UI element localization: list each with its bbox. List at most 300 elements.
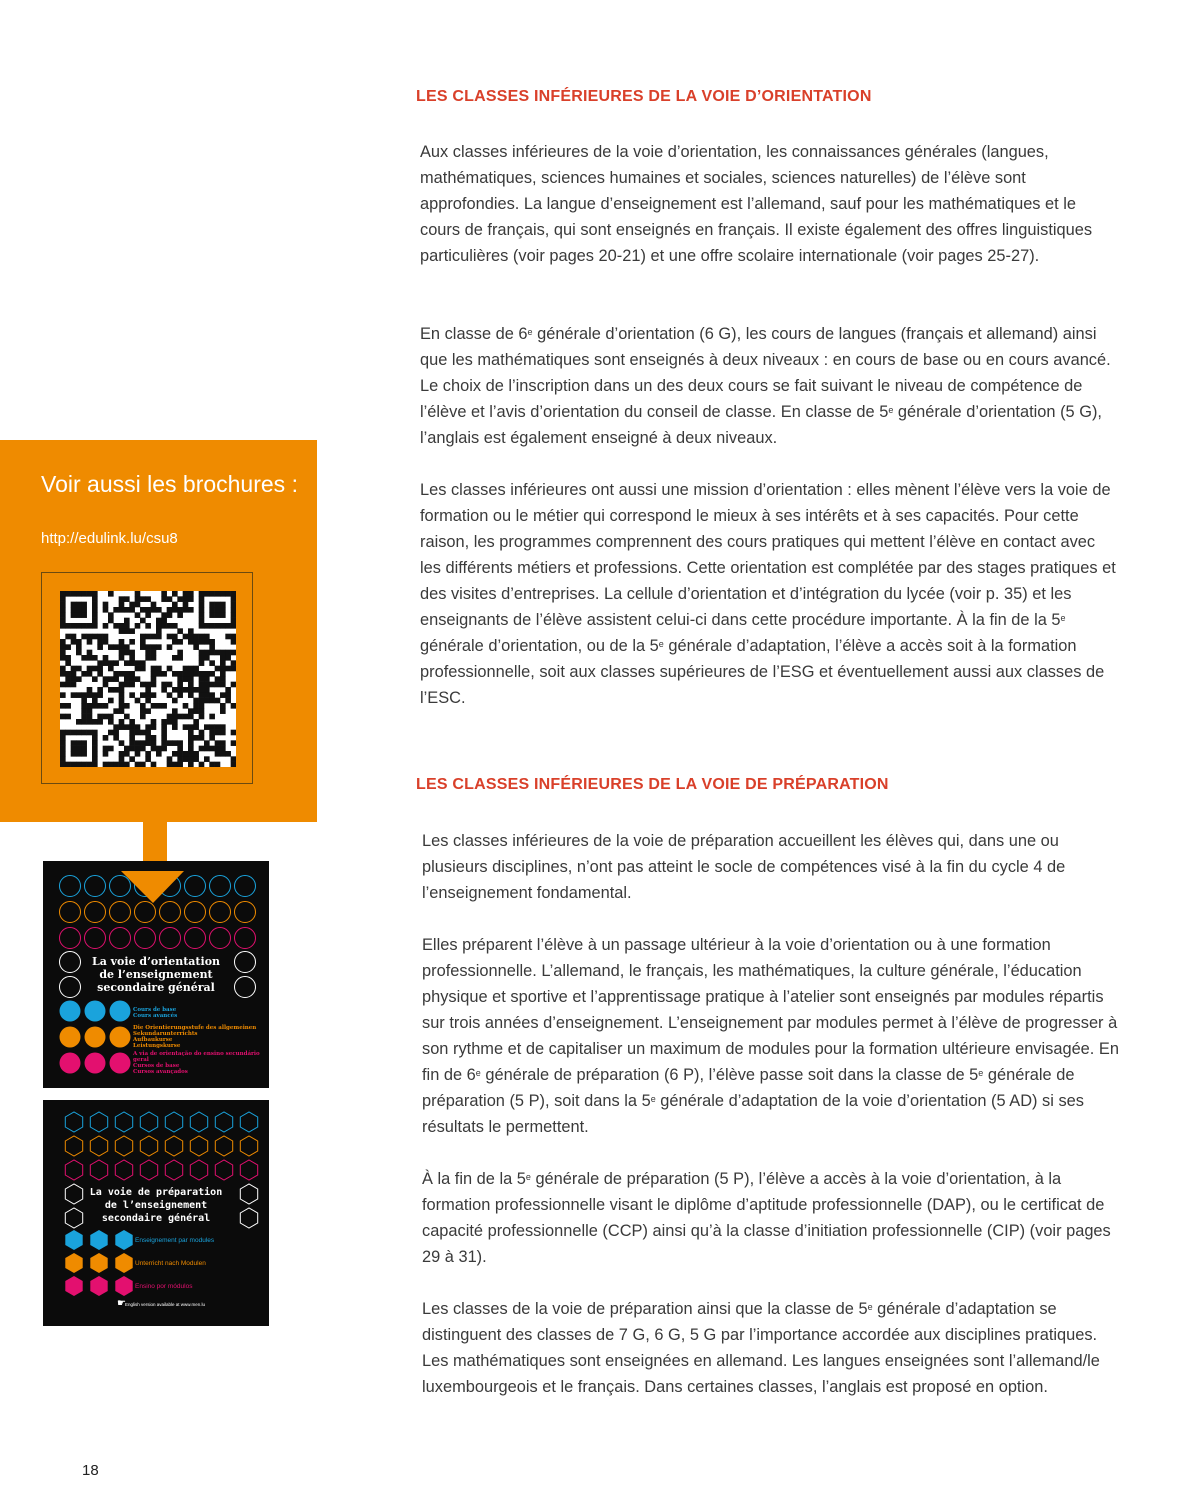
- brochure2-pink-text: Ensino por módulos: [135, 1283, 193, 1290]
- outline-hexagon: [190, 1136, 207, 1156]
- qr-module: [76, 666, 82, 672]
- qr-module: [135, 602, 141, 608]
- qr-module: [199, 655, 205, 661]
- outline-hexagon: [165, 1112, 182, 1132]
- qr-module: [156, 607, 162, 613]
- qr-module: [220, 703, 226, 709]
- qr-module: [92, 762, 98, 767]
- brochure2-footer: English version available at www.men.lu: [125, 1302, 206, 1307]
- qr-module: [119, 703, 125, 709]
- qr-module: [124, 714, 130, 720]
- qr-module: [193, 756, 199, 762]
- qr-module: [215, 666, 221, 672]
- qr-module: [92, 730, 98, 736]
- qr-module: [71, 740, 77, 746]
- qr-module: [199, 634, 205, 640]
- qr-module: [161, 703, 167, 709]
- qr-module: [71, 666, 77, 672]
- filled-hexagon: [90, 1276, 107, 1296]
- qr-module: [129, 740, 135, 746]
- qr-module: [119, 724, 125, 730]
- qr-module: [81, 746, 87, 752]
- qr-module: [60, 650, 66, 656]
- qr-module: [188, 762, 194, 767]
- qr-module: [215, 607, 221, 613]
- qr-module: [97, 671, 103, 677]
- outline-hexagon: [90, 1160, 107, 1180]
- qr-module: [188, 607, 194, 613]
- qr-module: [204, 650, 210, 656]
- qr-module: [151, 724, 157, 730]
- qr-module: [97, 634, 103, 640]
- qr-module: [145, 687, 151, 693]
- qr-module: [193, 671, 199, 677]
- section2-paragraph-4: Les classes de la voie de préparation ainsi que la classe de 5e générale d’adaptation se distinguent des classes de 7 G, 6 G, 5 G par l’importance accordée aux disciplines pratiques. Les mathématiques sont enseignées en allemand. Les langues enseignées sont l’allemand/le luxembourgeois et le français. Dans certaines classes, l’anglais est proposé en option.: [422, 1300, 1100, 1396]
- qr-module: [145, 730, 151, 736]
- qr-module: [188, 628, 194, 634]
- qr-module: [177, 655, 183, 661]
- qr-module: [161, 612, 167, 618]
- qr-module: [204, 724, 210, 730]
- qr-module: [188, 687, 194, 693]
- qr-module: [129, 602, 135, 608]
- qr-module: [103, 703, 109, 709]
- qr-module: [92, 698, 98, 704]
- qr-module: [220, 623, 226, 629]
- qr-module: [108, 719, 114, 725]
- outline-hexagon: [140, 1160, 157, 1180]
- qr-module: [76, 591, 82, 597]
- outline-hexagon: [65, 1160, 82, 1180]
- qr-module: [129, 724, 135, 730]
- qr-module: [97, 660, 103, 666]
- qr-module: [119, 639, 125, 645]
- qr-module: [60, 666, 66, 672]
- qr-module: [193, 666, 199, 672]
- qr-module: [209, 671, 215, 677]
- qr-module: [92, 596, 98, 602]
- qr-module: [151, 607, 157, 613]
- qr-module: [76, 607, 82, 613]
- qr-module: [81, 634, 87, 640]
- qr-module: [145, 682, 151, 688]
- qr-module: [76, 751, 82, 757]
- qr-module: [220, 671, 226, 677]
- qr-module: [124, 671, 130, 677]
- qr-code[interactable]: [60, 591, 236, 767]
- qr-module: [204, 746, 210, 752]
- qr-module: [113, 762, 119, 767]
- qr-module: [135, 591, 141, 597]
- qr-module: [119, 596, 125, 602]
- outline-hexagon: [240, 1112, 257, 1132]
- qr-module: [87, 730, 93, 736]
- qr-module: [220, 660, 226, 666]
- qr-module: [97, 639, 103, 645]
- qr-module: [65, 676, 71, 682]
- qr-module: [92, 634, 98, 640]
- qr-module: [177, 682, 183, 688]
- qr-module: [231, 602, 236, 608]
- qr-module: [225, 650, 231, 656]
- qr-module: [231, 634, 236, 640]
- outline-hexagon: [65, 1112, 82, 1132]
- brochure1-orange-text: Die Orientierungsstufe des allgemeinen Sekundarunterrichts Aufbaukurse Leistungskurse: [133, 1025, 257, 1049]
- qr-module: [140, 708, 146, 714]
- qr-module: [220, 602, 226, 608]
- qr-module: [161, 623, 167, 629]
- qr-module: [60, 671, 66, 677]
- qr-module: [145, 650, 151, 656]
- qr-module: [204, 623, 210, 629]
- qr-module: [215, 682, 221, 688]
- section2-paragraph-1: Les classes inférieures de la voie de préparation accueillent les élèves qui, dans une ou plusieurs disciplines, n’ont pas atteint le socle de compétences visé à la fin du cycle 4 de l’enseignement fondamental.: [422, 832, 1066, 902]
- sidebar-link[interactable]: http://edulink.lu/csu8: [41, 530, 178, 547]
- qr-module: [172, 714, 178, 720]
- qr-module: [183, 687, 189, 693]
- qr-module: [129, 735, 135, 741]
- qr-module: [113, 687, 119, 693]
- qr-module: [113, 730, 119, 736]
- qr-module: [76, 740, 82, 746]
- qr-module: [220, 692, 226, 698]
- qr-module: [129, 671, 135, 677]
- qr-module: [231, 650, 236, 656]
- qr-module: [119, 756, 125, 762]
- qr-module: [140, 740, 146, 746]
- qr-module: [113, 644, 119, 650]
- qr-module: [151, 746, 157, 752]
- qr-module: [177, 714, 183, 720]
- qr-module: [204, 687, 210, 693]
- qr-module: [145, 634, 151, 640]
- qr-module: [167, 719, 173, 725]
- qr-module: [188, 751, 194, 757]
- qr-module: [140, 714, 146, 720]
- qr-module: [145, 740, 151, 746]
- qr-module: [167, 623, 173, 629]
- qr-module: [97, 687, 103, 693]
- qr-module: [183, 756, 189, 762]
- qr-module: [145, 735, 151, 741]
- qr-module: [188, 591, 194, 597]
- qr-module: [220, 724, 226, 730]
- qr-module: [76, 676, 82, 682]
- qr-module: [124, 607, 130, 613]
- qr-module: [209, 623, 215, 629]
- qr-module: [60, 692, 66, 698]
- qr-module: [204, 676, 210, 682]
- qr-module: [199, 612, 205, 618]
- qr-module: [92, 612, 98, 618]
- qr-module: [220, 607, 226, 613]
- qr-module: [71, 671, 77, 677]
- qr-module: [225, 623, 231, 629]
- qr-module: [220, 740, 226, 746]
- qr-module: [215, 740, 221, 746]
- qr-module: [87, 708, 93, 714]
- qr-module: [231, 682, 236, 688]
- outline-hexagon: [115, 1136, 132, 1156]
- qr-module: [113, 735, 119, 741]
- filled-hexagon: [115, 1253, 132, 1273]
- qr-module: [167, 740, 173, 746]
- qr-module: [193, 719, 199, 725]
- qr-module: [87, 719, 93, 725]
- qr-module: [145, 724, 151, 730]
- qr-module: [124, 751, 130, 757]
- qr-module: [87, 634, 93, 640]
- qr-module: [113, 708, 119, 714]
- qr-module: [81, 751, 87, 757]
- qr-module: [183, 591, 189, 597]
- qr-module: [87, 623, 93, 629]
- qr-module: [124, 644, 130, 650]
- qr-module: [140, 692, 146, 698]
- outline-hexagon: [115, 1160, 132, 1180]
- outline-hexagon: [140, 1112, 157, 1132]
- qr-module: [204, 692, 210, 698]
- qr-module: [188, 714, 194, 720]
- qr-module: [119, 682, 125, 688]
- qr-module: [71, 730, 77, 736]
- qr-module: [204, 655, 210, 661]
- qr-module: [60, 623, 66, 629]
- qr-module: [65, 714, 71, 720]
- qr-module: [81, 671, 87, 677]
- qr-module: [225, 698, 231, 704]
- qr-module: [129, 682, 135, 688]
- qr-module: [188, 676, 194, 682]
- qr-module: [119, 719, 125, 725]
- qr-module: [151, 762, 157, 767]
- qr-module: [81, 703, 87, 709]
- outline-hexagon: [115, 1112, 132, 1132]
- filled-hexagon: [90, 1230, 107, 1250]
- qr-module: [108, 746, 114, 752]
- brochure-cover-orientation[interactable]: [43, 861, 269, 1088]
- qr-module: [215, 650, 221, 656]
- qr-module: [204, 671, 210, 677]
- qr-module: [220, 650, 226, 656]
- qr-module: [129, 719, 135, 725]
- qr-module: [172, 724, 178, 730]
- qr-module: [183, 703, 189, 709]
- qr-module: [188, 730, 194, 736]
- qr-module: [161, 671, 167, 677]
- qr-module: [199, 735, 205, 741]
- qr-module: [172, 762, 178, 767]
- qr-module: [167, 644, 173, 650]
- qr-module: [92, 740, 98, 746]
- qr-module: [140, 634, 146, 640]
- qr-module: [231, 591, 236, 597]
- qr-module: [119, 708, 125, 714]
- brochure-cover-preparation[interactable]: [43, 1100, 269, 1326]
- brochure2-blue-text: Enseignement par modules: [135, 1237, 215, 1244]
- qr-module: [145, 623, 151, 629]
- qr-module: [188, 634, 194, 640]
- qr-module: [108, 644, 114, 650]
- qr-module: [145, 655, 151, 661]
- qr-module: [60, 756, 66, 762]
- qr-module: [215, 762, 221, 767]
- qr-module: [220, 682, 226, 688]
- section1-paragraph-2: En classe de 6e générale d’orientation (6 G), les cours de langues (français et allemand) ainsi que les mathématiques sont enseignés à deux niveaux : en cours de base ou en cours avancé. Le choix de l’inscription dans un des deux cours se fait suivant le niveau de compétence de l’élève et l’avis d’orientation du conseil de classe. En classe de 5e générale d’orientation (5 G), l’anglais est également enseigné à deux niveaux.: [420, 325, 1111, 447]
- qr-module: [87, 639, 93, 645]
- qr-module: [177, 650, 183, 656]
- qr-module: [151, 655, 157, 661]
- qr-module: [151, 703, 157, 709]
- qr-module: [177, 756, 183, 762]
- qr-module: [92, 607, 98, 613]
- qr-module: [71, 746, 77, 752]
- qr-module: [124, 596, 130, 602]
- qr-module: [103, 714, 109, 720]
- qr-module: [204, 698, 210, 704]
- qr-module: [151, 719, 157, 725]
- qr-module: [209, 730, 215, 736]
- qr-module: [140, 730, 146, 736]
- qr-module: [92, 676, 98, 682]
- qr-module: [135, 666, 141, 672]
- qr-module: [199, 746, 205, 752]
- qr-module: [113, 676, 119, 682]
- qr-module: [119, 751, 125, 757]
- qr-module: [76, 639, 82, 645]
- page-number: 18: [82, 1462, 99, 1479]
- qr-module: [60, 762, 66, 767]
- qr-module: [108, 687, 114, 693]
- qr-module: [188, 746, 194, 752]
- section1-paragraph-1: Aux classes inférieures de la voie d’orientation, les connaissances générales (langues, mathématiques, sciences humaines et sociales, sciences naturelles) de l’élève sont approfondies. La langue d’enseignement est l’allemand, sauf pour les mathématiques et le cours de français, qui sont enseignés en français. Il existe également des offres linguistiques particulières (voir pages 20-21) et une offre scolaire internationale (voir pages 25-27).: [420, 143, 1093, 265]
- qr-module: [161, 591, 167, 597]
- qr-module: [108, 676, 114, 682]
- section2-paragraph-3: À la fin de la 5e générale de préparation (5 P), l’élève a accès à la voie d’orientation, à la formation professionnelle visant le diplôme d’aptitude professionnelle (DAP), ou le certificat de capacité professionnelle (CCP) ainsi qu’à la classe d’initiation professionnelle (CIP) (voir pages 29 à 31).: [422, 1170, 1111, 1266]
- qr-module: [81, 623, 87, 629]
- qr-module: [135, 746, 141, 752]
- qr-module: [81, 698, 87, 704]
- qr-module: [92, 602, 98, 608]
- qr-module: [60, 735, 66, 741]
- qr-module: [177, 628, 183, 634]
- qr-module: [103, 602, 109, 608]
- qr-module: [60, 607, 66, 613]
- outline-hexagon: [215, 1136, 232, 1156]
- qr-module: [188, 596, 194, 602]
- qr-module: [71, 751, 77, 757]
- qr-module: [60, 618, 66, 624]
- qr-module: [124, 682, 130, 688]
- qr-module: [65, 655, 71, 661]
- qr-module: [76, 692, 82, 698]
- qr-module: [215, 676, 221, 682]
- qr-module: [151, 740, 157, 746]
- qr-module: [199, 682, 205, 688]
- qr-module: [113, 671, 119, 677]
- qr-module: [199, 671, 205, 677]
- qr-module: [156, 623, 162, 629]
- qr-module: [119, 644, 125, 650]
- qr-module: [177, 740, 183, 746]
- qr-module: [81, 708, 87, 714]
- brochure1-title: La voie d’orientation de l’enseignement secondaire général: [91, 955, 221, 994]
- qr-module: [65, 644, 71, 650]
- qr-module: [199, 650, 205, 656]
- qr-module: [124, 676, 130, 682]
- qr-module: [183, 634, 189, 640]
- qr-module: [231, 623, 236, 629]
- qr-module: [71, 692, 77, 698]
- qr-module: [81, 607, 87, 613]
- qr-module: [225, 634, 231, 640]
- qr-module: [81, 655, 87, 661]
- qr-module: [103, 660, 109, 666]
- qr-module: [204, 634, 210, 640]
- qr-module: [199, 714, 205, 720]
- qr-module: [113, 607, 119, 613]
- qr-module: [119, 762, 125, 767]
- qr-module: [161, 735, 167, 741]
- qr-module: [108, 714, 114, 720]
- qr-module: [119, 698, 125, 704]
- qr-module: [172, 708, 178, 714]
- outline-hexagon: [65, 1136, 82, 1156]
- qr-module: [183, 666, 189, 672]
- qr-module: [92, 735, 98, 741]
- qr-module: [92, 655, 98, 661]
- qr-module: [71, 612, 77, 618]
- qr-module: [97, 719, 103, 725]
- qr-module: [65, 671, 71, 677]
- qr-module: [177, 751, 183, 757]
- qr-module: [140, 607, 146, 613]
- qr-module: [145, 612, 151, 618]
- qr-module: [177, 639, 183, 645]
- qr-module: [92, 703, 98, 709]
- qr-module: [140, 596, 146, 602]
- qr-module: [135, 698, 141, 704]
- qr-module: [81, 602, 87, 608]
- qr-module: [231, 596, 236, 602]
- qr-module: [145, 596, 151, 602]
- qr-module: [145, 756, 151, 762]
- qr-module: [156, 666, 162, 672]
- qr-module: [87, 650, 93, 656]
- qr-module: [87, 655, 93, 661]
- qr-module: [103, 762, 109, 767]
- qr-module: [119, 655, 125, 661]
- qr-module: [97, 644, 103, 650]
- qr-module: [215, 612, 221, 618]
- qr-module: [172, 751, 178, 757]
- qr-module: [161, 740, 167, 746]
- qr-module: [188, 740, 194, 746]
- qr-module: [140, 666, 146, 672]
- qr-module: [156, 746, 162, 752]
- qr-module: [76, 746, 82, 752]
- qr-module: [135, 676, 141, 682]
- qr-module: [87, 703, 93, 709]
- qr-module: [209, 591, 215, 597]
- qr-module: [71, 639, 77, 645]
- qr-module: [172, 671, 178, 677]
- qr-module: [183, 724, 189, 730]
- qr-module: [129, 639, 135, 645]
- qr-module: [108, 762, 114, 767]
- qr-module: [65, 703, 71, 709]
- qr-module: [172, 740, 178, 746]
